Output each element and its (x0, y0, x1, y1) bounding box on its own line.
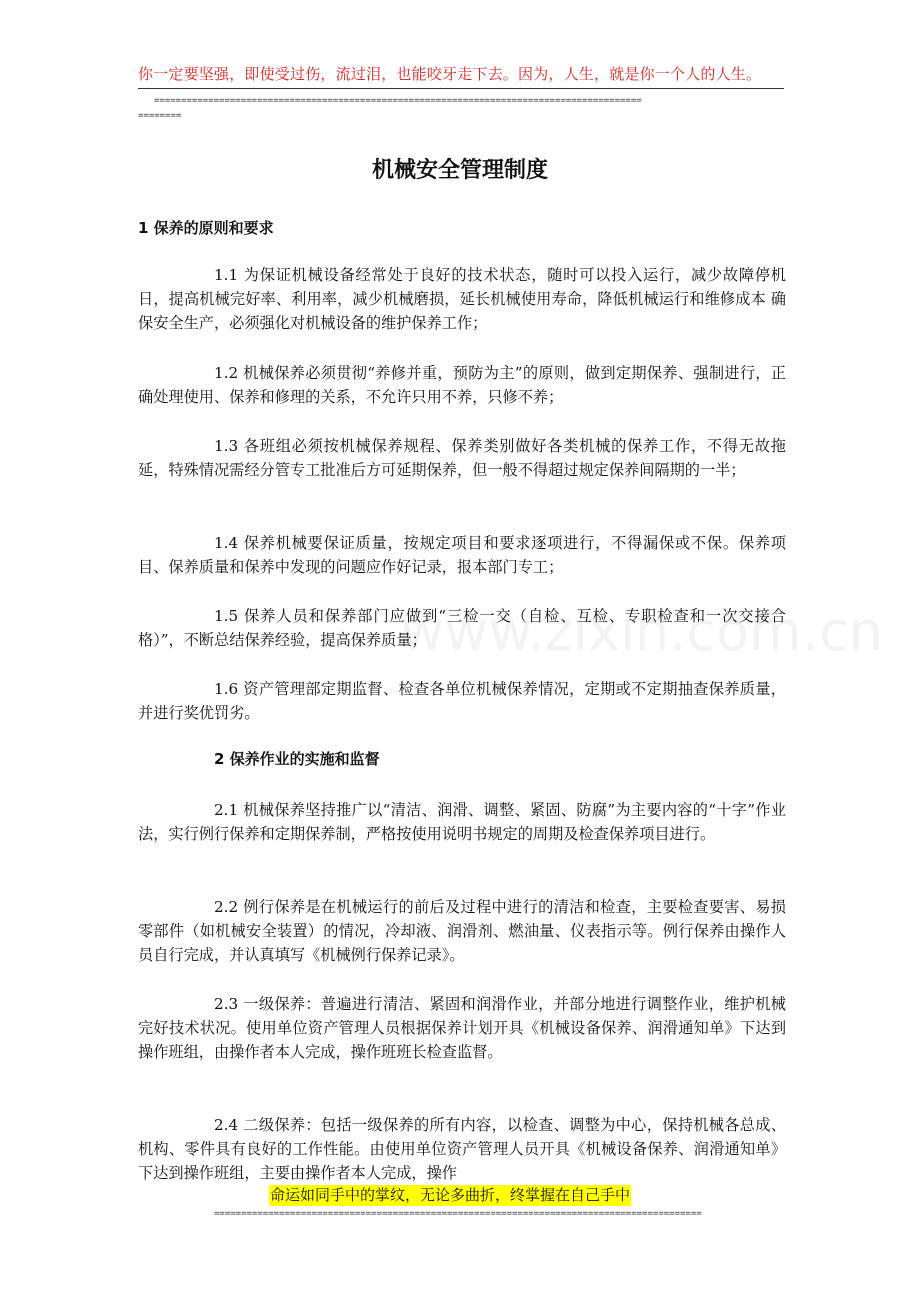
footer-separator-line: ========================================================================================== (214, 1209, 702, 1219)
paragraph: 2.1 机械保养坚持推广以“清洁、润滑、调整、紧固、防腐”为主要内容的“十字”作业法，实行例行保养和定期保养制，严格按使用说明书规定的周期及检查保养项目进行。 (138, 801, 786, 843)
footer-quote: 命运如同手中的掌纹，无论多曲折，终掌握在自己手中 (270, 1186, 631, 1204)
paragraph: 2.3 一级保养：普遍进行清洁、紧固和润滑作业，并部分地进行调整作业，维护机械完好技术状况。使用单位资产管理人员根据保养计划开具《机械设备保养、润滑通知单》下达到操作班组，由操作者本人完成，操作班班长检查监督。 (138, 995, 786, 1061)
header-rule (138, 88, 784, 89)
separator-line-continued: ======== (138, 111, 182, 121)
paragraph: 1.2 机械保养必须贯彻“养修并重，预防为主”的原则，做到定期保养、强制进行，正确处理使用、保养和修理的关系，不允许只用不养，只修不养； (138, 364, 786, 406)
paragraph: 1.3 各班组必须按机械保养规程、保养类别做好各类机械的保养工作，不得无故拖延，特殊情况需经分管专工批准后方可延期保养，但一般不得超过规定保养间隔期的一半； (138, 437, 786, 479)
separator-line: ========================================================================================== (154, 96, 642, 106)
paragraph: 1.5 保养人员和保养部门应做到“三检一交（自检、互检、专职检查和一次交接合格）”，不断总结保养经验，提高保养质量； (138, 607, 786, 649)
paragraph: 2.4 二级保养：包括一级保养的所有内容，以检查、调整为中心，保持机械各总成、机构、零件具有良好的工作性能。由使用单位资产管理人员开具《机械设备保养、润滑通知单》下达到操作班组，主要由操作者本人完成，操作 (138, 1116, 786, 1182)
paragraph: 1.1 为保证机械设备经常处于良好的技术状态，随时可以投入运行，减少故障停机日，提高机械完好率、利用率，减少机械磨损，延长机械使用寿命，降低机械运行和维修成本 确保安全生产，必须强化对机械设备的维护保养工作； (138, 266, 786, 332)
document-title: 机械安全管理制度 (371, 158, 548, 183)
section-heading: 1 保养的原则和要求 (138, 219, 274, 237)
paragraph: 1.4 保养机械要保证质量，按规定项目和要求逐项进行，不得漏保或不保。保养项目、保养质量和保养中发现的问题应作好记录，报本部门专工； (138, 534, 786, 576)
paragraph: 1.6 资产管理部定期监督、检查各单位机械保养情况，定期或不定期抽查保养质量，并进行奖优罚劣。 (138, 680, 786, 722)
paragraph: 2.2 例行保养是在机械运行的前后及过程中进行的清洁和检查，主要检查要害、易损零部件（如机械安全装置）的情况，冷却液、润滑剂、燃油量、仪表指示等。例行保养由操作人员自行完成，并认真填写《机械例行保养记录》。 (138, 898, 786, 964)
header-quote: 你一定要坚强，即使受过伤，流过泪，也能咬牙走下去。因为，人生，就是你一个人的人生。 (138, 65, 762, 83)
section-heading: 2 保养作业的实施和监督 (214, 750, 380, 768)
